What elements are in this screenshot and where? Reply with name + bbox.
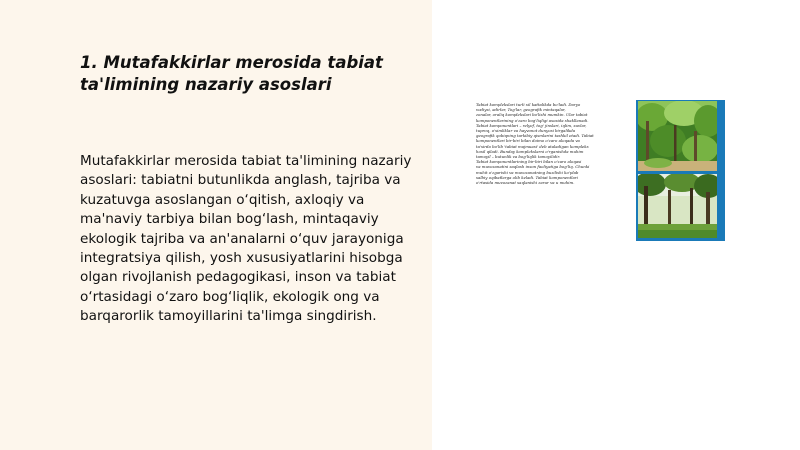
book-text-line: va muvozanatini saqlash inson faoliyatiga bog'liq. Chunki (476, 164, 590, 170)
book-text-line: hosil qiladi. Bunday komplekslarni o'rganishda muhim (476, 148, 584, 154)
slide-body-text: Mutafakkirlar merosida tabiat ta'limining nazariy asoslari: tabiatni butunlikda anglash, tajriba va kuzatuvga asoslangan o‘qitish, axloqiy va ma'naviy tarbiya bilan bog‘lash, mintaqaviy ekologik tajriba va an'analarni o‘quv jarayoniga integratsiya qilish, yosh xususiyatlarini hisobga olgan rivojlanish pedagogikasi, inson va tabiat o‘rtasidagi o‘zaro bog‘liqlik, ekologik ong va barqarorlik tamoyillarini ta'limga singdirish. (80, 153, 412, 325)
book-text-line: komponentlarining o'zaro bog'liqligi asosida shakllanadi. (476, 117, 589, 123)
park-trees-photo (638, 174, 717, 238)
book-page-image (474, 100, 725, 241)
book-text-line: Tabiat komponentlarining bir-biri bilan o'zaro aloqasi (476, 159, 582, 165)
book-text-line: komponentlari bir-biri bilan doimo o'zaro aloqada va (476, 138, 580, 144)
book-text-line: vodiysi, adirlar, Tog'lar, geografik mintaqalar, (476, 107, 566, 113)
book-text-line: tuproq, o'simliklar va hayvonot dunyosi birgalikda (476, 128, 576, 134)
book-text-line: Tabiat komponentlari – relyef, tog' jinslari, iqlim, suvlar, (476, 122, 587, 128)
slide-title: 1. Mutafakkirlar merosida tabiat ta'limining nazariy asoslari (80, 53, 383, 94)
book-text-line: muhit o'zgarishi va muvozanatning buzilishi ko'plab (476, 169, 579, 175)
book-text-line: o'rtasida muvozanat saqlanishi zarur va u muhim. (476, 180, 575, 186)
book-text-line: ta'sirda bo'lib 'tabiat majmuasi' deb ataladigan kompleks (476, 143, 589, 149)
book-text-line: zonalar, oraliq komplekslari bo'lishi mumkin. Ular tabiat (476, 112, 588, 118)
book-text-line: geografik qobiqning tarkibiy qismlarini tashkil etadi. Tabiat (476, 133, 594, 139)
book-text-line: tamoyil – butunlik va bog'liqlik tamoyilidir. (476, 154, 561, 160)
photo-frame (636, 100, 725, 241)
book-text-line: Tabiat komplekslari turli xil kattalikda bo'ladi. Daryo (476, 102, 581, 107)
book-text-line: salbiy oqibatlarga olib keladi. Tabiat komponentlari (476, 174, 578, 180)
forest-photo (638, 101, 717, 171)
book-page-text (476, 102, 634, 238)
